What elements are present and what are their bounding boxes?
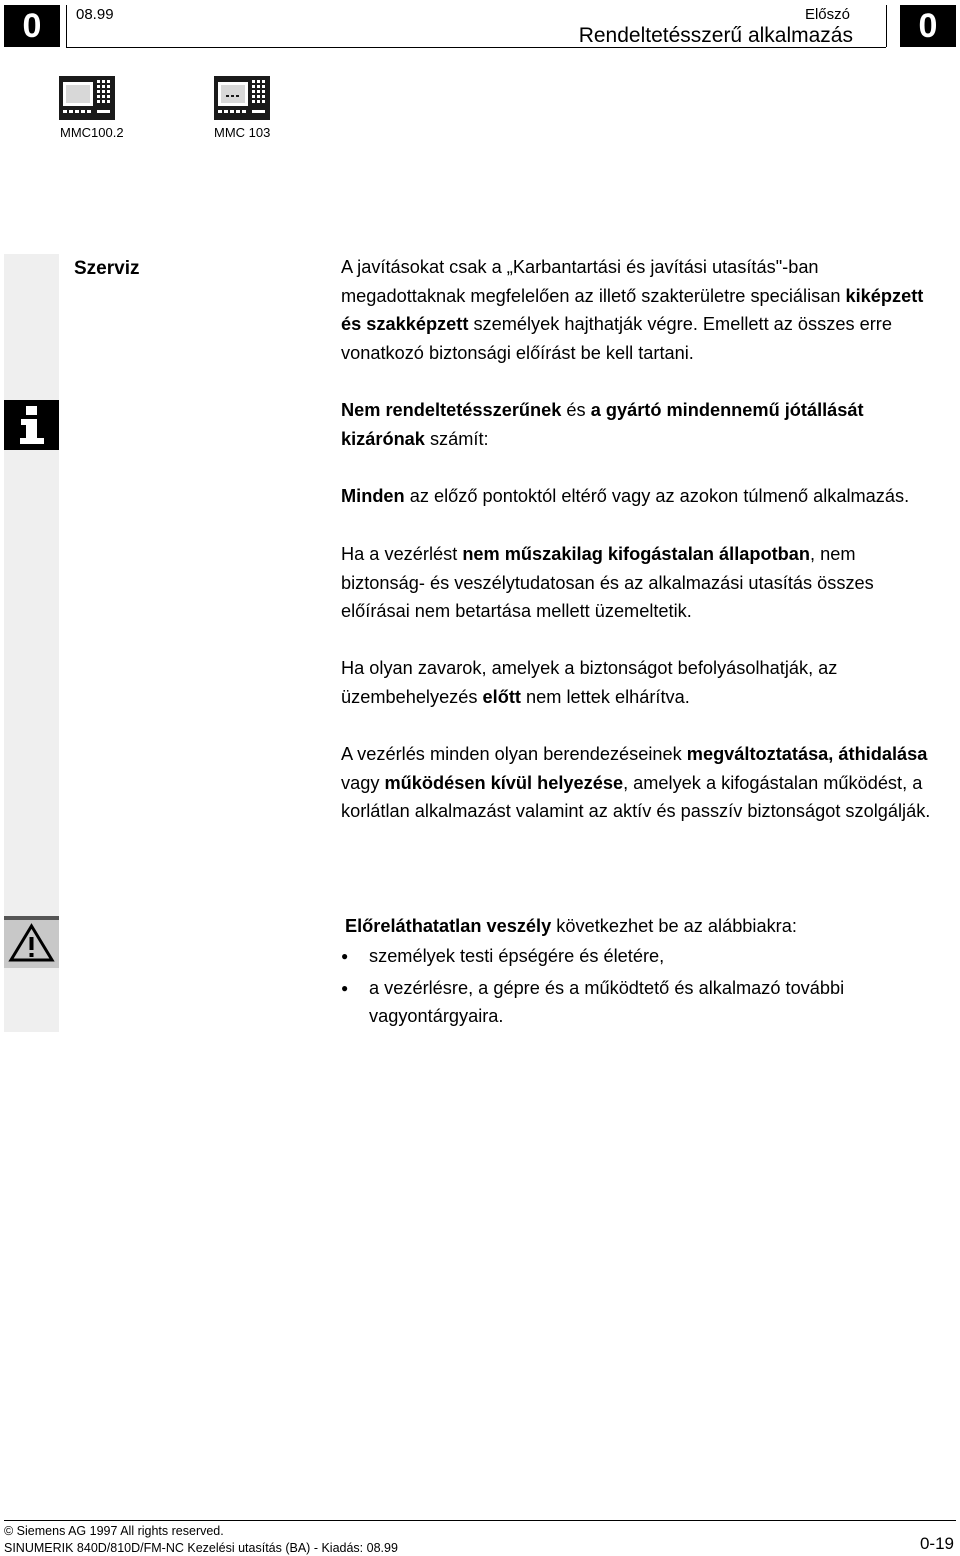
text: A vezérlés minden olyan berendezéseinek xyxy=(341,744,687,764)
paragraph-condition xyxy=(341,540,941,626)
bullet-icon xyxy=(341,942,369,973)
info-icon xyxy=(4,400,59,450)
emphasis: Nem rendeltetésszerűnek xyxy=(341,400,562,420)
header-date: 08.99 xyxy=(76,6,114,23)
header-divider-left xyxy=(66,5,67,47)
text: Ha a vezérlést xyxy=(341,544,463,564)
text: személyek hajthatják végre. Emellett az összes erre vonatkozó biztonsági előírást be kell tartani. xyxy=(341,314,892,363)
mmc-label: MMC100.2 xyxy=(60,125,124,140)
text: nem lettek elhárítva. xyxy=(520,686,690,707)
list-item xyxy=(341,974,941,1031)
danger-list xyxy=(341,942,941,1031)
text: és xyxy=(561,400,591,420)
text: Ha olyan zavarok, amelyek a biztonságot befolyásolhatják, az üzembehelyezés xyxy=(341,658,838,707)
text: , nem biztonság- és veszélytudatosan és az alkalmazási utasítás összes előírásai nem betartása mellett üzemeltetik. xyxy=(341,544,874,622)
text: vagy xyxy=(341,772,385,793)
chapter-number-left: 0 xyxy=(4,5,60,47)
header-rule xyxy=(66,47,886,48)
emphasis: előtt xyxy=(482,686,521,707)
footer-rule xyxy=(4,1520,956,1521)
warning-triangle-icon xyxy=(4,916,59,968)
list-item-text: személyek testi épségére és életére, xyxy=(369,946,665,966)
mmc-label: MMC 103 xyxy=(214,125,271,140)
list-item xyxy=(341,942,941,973)
emphasis: Előreláthatatlan veszély xyxy=(345,916,552,936)
paragraph-any-use xyxy=(341,482,941,511)
footer-document: SINUMERIK 840D/810D/FM-NC Kezelési utasítás (BA) - Kiadás: 08.99 xyxy=(4,1541,398,1555)
text: számít: xyxy=(424,428,489,449)
footer-copyright: © Siemens AG 1997 All rights reserved. xyxy=(4,1524,224,1538)
header-chapter-name: Előszó xyxy=(804,6,850,23)
header-divider-right xyxy=(886,5,887,47)
emphasis: kiképzett és szakképzett xyxy=(341,285,924,335)
section-title: Szerviz xyxy=(74,258,140,279)
text: A javításokat csak a „Karbantartási és javítási utasítás"-ban megadottaknak megfelelően az illető szakterületre speciálisan xyxy=(341,257,846,306)
paragraph-faults xyxy=(341,654,941,711)
emphasis: nem műszakilag kifogástalan állapotban xyxy=(462,544,810,564)
emphasis: a gyártó mindennemű jótállását kizárónak xyxy=(341,400,864,449)
paragraph-not-intended xyxy=(341,396,941,453)
text: következhet be az alábbiakra: xyxy=(551,916,797,936)
emphasis: Minden xyxy=(341,486,405,506)
paragraph-modifications xyxy=(341,740,941,826)
mmc-panel-icon xyxy=(59,76,115,120)
list-item-text: a vezérlésre, a gépre és a működtető és alkalmazó további vagyontárgyaira. xyxy=(369,977,845,1027)
text: , amelyek a kifogástalan működést, a korlátlan alkalmazást valamint az aktív és passzív biztonságot szolgálják. xyxy=(341,772,931,822)
page-number: 0-19 xyxy=(919,1534,954,1553)
paragraph-danger xyxy=(345,912,945,941)
chapter-number-right: 0 xyxy=(900,5,956,47)
header-title: Rendeltetésszerű alkalmazás xyxy=(578,24,853,47)
text: az előző pontoktól eltérő vagy az azokon túlmenő alkalmazás. xyxy=(404,486,910,506)
bullet-icon xyxy=(341,974,369,1031)
emphasis: megváltoztatása, áthidalása xyxy=(686,744,928,764)
paragraph-service xyxy=(341,253,941,367)
mmc-panel-icon xyxy=(214,76,270,120)
emphasis: működésen kívül helyezése xyxy=(384,772,624,793)
